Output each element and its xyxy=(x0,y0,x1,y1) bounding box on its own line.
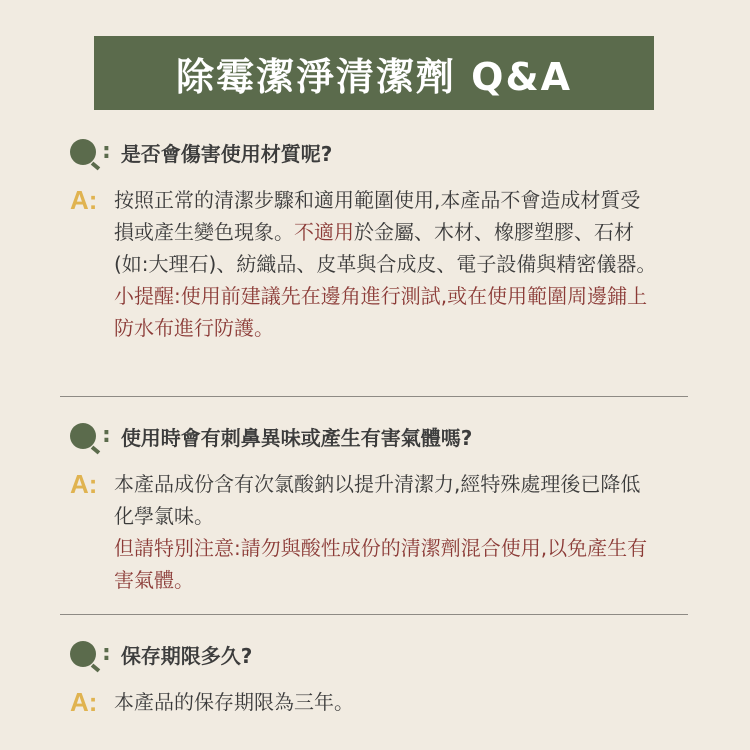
qa-item-2 xyxy=(70,418,690,596)
question-text: 是否會傷害使用材質呢? xyxy=(120,141,333,166)
answer-text xyxy=(114,184,659,344)
answer-text-part: 按照正常的清潔步驟和適用範圍使用,本產品不會造成材質受損或產生變色現象。 xyxy=(114,188,641,244)
answer-text-part: 於金屬、木材、橡膠塑膠、石材(如:大理石)、紡織品、皮革與合成皮、電子設備與精密儀器。 xyxy=(114,220,657,276)
question-text: 使用時會有刺鼻異味或產生有害氣體嗎? xyxy=(120,425,473,450)
answer-icon: A: xyxy=(70,469,98,499)
question-row xyxy=(70,636,690,672)
question-colon: : xyxy=(102,641,111,666)
answer-warning: 但請特別注意:請勿與酸性成份的清潔劑混合使用,以免產生有害氣體。 xyxy=(114,536,648,592)
qa-item-1 xyxy=(70,134,690,344)
question-row xyxy=(70,418,690,454)
answer-text xyxy=(114,468,659,596)
answer-row xyxy=(70,184,690,344)
question-row xyxy=(70,134,690,170)
page-title: 除霉潔淨清潔劑 Q&A xyxy=(94,36,654,110)
answer-row xyxy=(70,686,690,718)
answer-paragraph xyxy=(114,184,659,280)
question-icon xyxy=(70,423,96,449)
question-icon xyxy=(70,641,96,667)
answer-paragraph: 本產品成份含有次氯酸鈉以提升清潔力,經特殊處理後已降低化學氯味。 xyxy=(114,472,641,528)
question-colon: : xyxy=(102,139,111,164)
qa-item-3 xyxy=(70,636,690,718)
answer-row xyxy=(70,468,690,596)
answer-reminder: 小提醒:使用前建議先在邊角進行測試,或在使用範圍周邊鋪上防水布進行防護。 xyxy=(114,284,648,340)
divider xyxy=(60,614,688,615)
answer-icon: A: xyxy=(70,185,98,215)
answer-paragraph: 本產品的保存期限為三年。 xyxy=(114,690,354,714)
divider xyxy=(60,396,688,397)
question-text: 保存期限多久? xyxy=(120,643,253,668)
question-colon: : xyxy=(102,423,111,448)
answer-icon: A: xyxy=(70,687,98,717)
answer-text xyxy=(114,686,659,718)
question-icon xyxy=(70,139,96,165)
answer-highlight: 不適用 xyxy=(294,220,354,244)
